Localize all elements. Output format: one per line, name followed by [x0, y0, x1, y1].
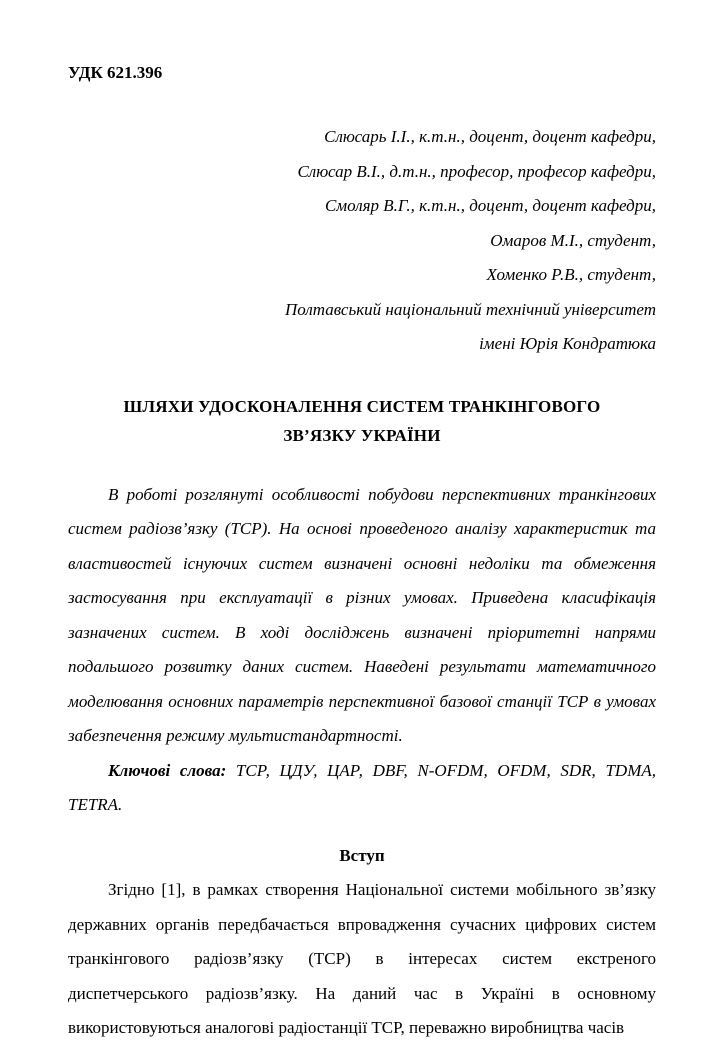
- intro-paragraph: Згідно [1], в рамках створення Національної системи мобільного зв’язку державних органів передбачається впровадження сучасних цифрових систем транкінгового радіозв’язку (ТСР) в інтересах систем екстреного диспетчерського радіозв’язку. На даний час в Україні в основному використовуються аналогові радіостанції ТСР, переважно виробництва часів: [68, 880, 656, 1037]
- udc-number: УДК 621.396: [68, 63, 163, 82]
- paper-title: [68, 392, 656, 450]
- keywords-label: Ключові слова:: [108, 760, 227, 780]
- author-block: [68, 120, 656, 362]
- keywords-list: ТСР, ЦДУ, ЦАР, DBF, N-OFDM, OFDM, SDR, TDMA, TETRA.: [68, 760, 656, 814]
- keywords-paragraph: [68, 754, 656, 823]
- author-line: Слюсар В.І., д.т.н., професор, професор кафедри,: [297, 161, 656, 181]
- author-line: Хоменко Р.В., студент,: [486, 265, 656, 284]
- author-line: Слюсарь І.І., к.т.н., доцент, доцент кафедри,: [324, 127, 656, 146]
- author-line: Омаров М.І., студент,: [490, 230, 656, 250]
- abstract-paragraph: В роботі розглянуті особливості побудови перспективних транкінгових систем радіозв’язку (ТСР). На основі проведеного аналізу характеристик та властивостей існуючих систем визначені основні недоліки та обмеження застосування при експлуатації в різних умовах. Приведена класифікація зазначених систем. В ході досліджень визначені пріоритетні напрями подальшого розвитку даних систем. Наведені результати математичного моделювання основних параметрів перспективної базової станції ТСР в умовах забезпечення режиму мультистандартності.: [68, 484, 656, 745]
- affiliation-line: Полтавський національний технічний університет: [285, 299, 656, 319]
- section-heading-introduction: Вступ: [339, 845, 385, 865]
- author-line: Смоляр В.Г., к.т.н., доцент, доцент кафедри,: [324, 196, 656, 215]
- paper-title-line: ШЛЯХИ УДОСКОНАЛЕННЯ СИСТЕМ ТРАНКІНГОВОГО: [123, 396, 601, 416]
- paper-title-line: ЗВ’ЯЗКУ УКРАЇНИ: [283, 425, 441, 445]
- affiliation-line: імені Юрія Кондратюка: [479, 334, 656, 353]
